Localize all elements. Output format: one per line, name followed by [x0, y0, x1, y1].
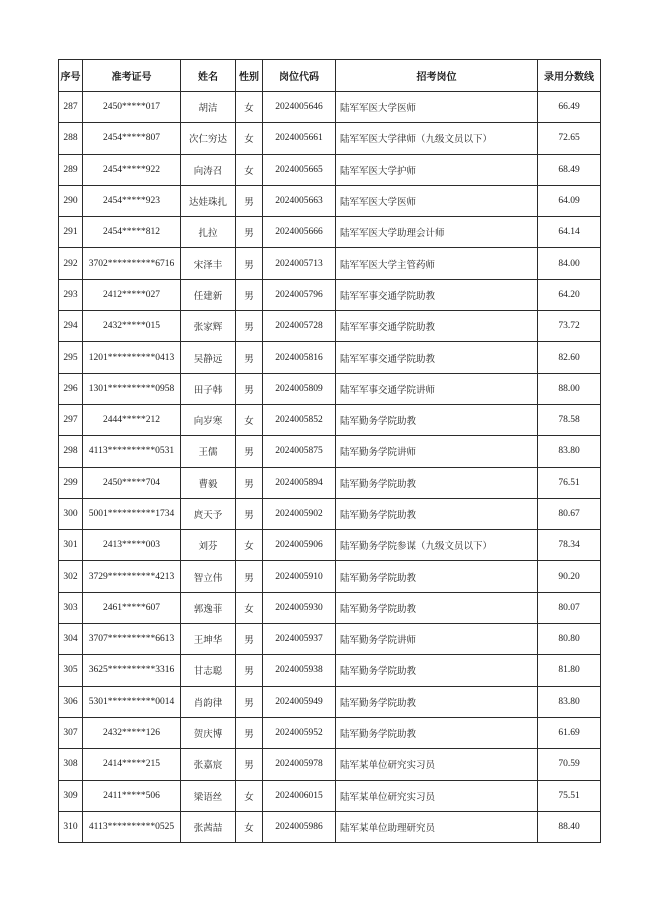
cell-score: 73.72	[538, 311, 601, 342]
cell-name: 甘志聪	[181, 655, 236, 686]
cell-score: 78.58	[538, 404, 601, 435]
cell-score: 61.69	[538, 717, 601, 748]
cell-gender: 女	[236, 154, 263, 185]
cell-exam-id: 2413*****003	[83, 530, 181, 561]
cell-exam-id: 1301**********0958	[83, 373, 181, 404]
cell-code: 2024005952	[263, 717, 336, 748]
cell-score: 70.59	[538, 749, 601, 780]
cell-position: 陆军勤务学院助教	[336, 498, 538, 529]
cell-gender: 男	[236, 248, 263, 279]
cell-exam-id: 2414*****215	[83, 749, 181, 780]
cell-name: 宋泽丰	[181, 248, 236, 279]
table-row	[59, 530, 601, 561]
cell-code: 2024005902	[263, 498, 336, 529]
table-row	[59, 154, 601, 185]
cell-seq: 296	[59, 373, 83, 404]
cell-exam-id: 2432*****126	[83, 717, 181, 748]
cell-exam-id: 3702**********6716	[83, 248, 181, 279]
table-row	[59, 624, 601, 655]
table-row	[59, 749, 601, 780]
cell-name: 田子韩	[181, 373, 236, 404]
cell-score: 82.60	[538, 342, 601, 373]
cell-gender: 男	[236, 561, 263, 592]
cell-seq: 306	[59, 686, 83, 717]
cell-seq: 290	[59, 185, 83, 216]
cell-gender: 男	[236, 279, 263, 310]
table-body	[59, 92, 601, 843]
cell-position: 陆军勤务学院助教	[336, 717, 538, 748]
table-row	[59, 592, 601, 623]
cell-gender: 男	[236, 467, 263, 498]
cell-code: 2024005661	[263, 123, 336, 154]
cell-score: 88.00	[538, 373, 601, 404]
cell-position: 陆军军医大学律师（九级文员以下）	[336, 123, 538, 154]
cell-gender: 男	[236, 311, 263, 342]
cell-gender: 女	[236, 592, 263, 623]
header-code: 岗位代码	[263, 60, 336, 92]
cell-name: 张家辉	[181, 311, 236, 342]
cell-gender: 男	[236, 624, 263, 655]
cell-gender: 女	[236, 92, 263, 123]
cell-seq: 310	[59, 811, 83, 842]
cell-position: 陆军某单位研究实习员	[336, 749, 538, 780]
table-row	[59, 436, 601, 467]
cell-seq: 299	[59, 467, 83, 498]
cell-name: 郭逸菲	[181, 592, 236, 623]
table-row	[59, 717, 601, 748]
cell-position: 陆军军事交通学院讲师	[336, 373, 538, 404]
cell-score: 81.80	[538, 655, 601, 686]
cell-seq: 305	[59, 655, 83, 686]
table-row	[59, 248, 601, 279]
table-row	[59, 780, 601, 811]
cell-position: 陆军勤务学院助教	[336, 592, 538, 623]
cell-code: 2024005663	[263, 185, 336, 216]
table-row	[59, 467, 601, 498]
table-row	[59, 311, 601, 342]
cell-seq: 291	[59, 217, 83, 248]
cell-exam-id: 3729**********4213	[83, 561, 181, 592]
cell-score: 76.51	[538, 467, 601, 498]
cell-gender: 女	[236, 123, 263, 154]
cell-position: 陆军军事交通学院助教	[336, 279, 538, 310]
table-row	[59, 373, 601, 404]
cell-score: 80.67	[538, 498, 601, 529]
cell-position: 陆军勤务学院助教	[336, 686, 538, 717]
cell-gender: 男	[236, 185, 263, 216]
cell-gender: 男	[236, 217, 263, 248]
cell-position: 陆军勤务学院助教	[336, 655, 538, 686]
cell-code: 2024005937	[263, 624, 336, 655]
cell-exam-id: 2444*****212	[83, 404, 181, 435]
cell-exam-id: 2412*****027	[83, 279, 181, 310]
cell-code: 2024005875	[263, 436, 336, 467]
header-seq: 序号	[59, 60, 83, 92]
cell-name: 张茜喆	[181, 811, 236, 842]
cell-seq: 294	[59, 311, 83, 342]
header-exam-id: 准考证号	[83, 60, 181, 92]
cell-code: 2024005665	[263, 154, 336, 185]
cell-position: 陆军军医大学护师	[336, 154, 538, 185]
cell-seq: 288	[59, 123, 83, 154]
cell-seq: 300	[59, 498, 83, 529]
cell-code: 2024005816	[263, 342, 336, 373]
cell-code: 2024005910	[263, 561, 336, 592]
cell-gender: 男	[236, 373, 263, 404]
cell-name: 曹毅	[181, 467, 236, 498]
table-header-row	[59, 60, 601, 92]
cell-exam-id: 2454*****922	[83, 154, 181, 185]
cell-code: 2024005796	[263, 279, 336, 310]
cell-code: 2024005713	[263, 248, 336, 279]
cell-name: 向岁寒	[181, 404, 236, 435]
cell-code: 2024005894	[263, 467, 336, 498]
cell-exam-id: 3707**********6613	[83, 624, 181, 655]
cell-score: 83.80	[538, 686, 601, 717]
cell-score: 90.20	[538, 561, 601, 592]
table-row	[59, 811, 601, 842]
cell-score: 64.09	[538, 185, 601, 216]
cell-name: 向涛召	[181, 154, 236, 185]
cell-position: 陆军勤务学院讲师	[336, 624, 538, 655]
cell-score: 80.80	[538, 624, 601, 655]
cell-position: 陆军军医大学医师	[336, 92, 538, 123]
table-row	[59, 342, 601, 373]
cell-score: 64.20	[538, 279, 601, 310]
cell-gender: 女	[236, 530, 263, 561]
cell-score: 75.51	[538, 780, 601, 811]
cell-gender: 女	[236, 811, 263, 842]
cell-position: 陆军某单位研究实习员	[336, 780, 538, 811]
cell-exam-id: 2411*****506	[83, 780, 181, 811]
cell-score: 88.40	[538, 811, 601, 842]
cell-seq: 309	[59, 780, 83, 811]
cell-seq: 298	[59, 436, 83, 467]
cell-name: 胡洁	[181, 92, 236, 123]
table-header	[59, 60, 601, 92]
cell-name: 智立伟	[181, 561, 236, 592]
cell-exam-id: 5301**********0014	[83, 686, 181, 717]
cell-name: 张嘉宸	[181, 749, 236, 780]
cell-exam-id: 5001**********1734	[83, 498, 181, 529]
cell-gender: 男	[236, 655, 263, 686]
cell-position: 陆军勤务学院助教	[336, 467, 538, 498]
cell-exam-id: 2432*****015	[83, 311, 181, 342]
cell-name: 贺庆博	[181, 717, 236, 748]
cell-code: 2024005646	[263, 92, 336, 123]
cell-seq: 304	[59, 624, 83, 655]
cell-name: 刘芬	[181, 530, 236, 561]
cell-seq: 301	[59, 530, 83, 561]
cell-code: 2024005809	[263, 373, 336, 404]
cell-score: 83.80	[538, 436, 601, 467]
table-row	[59, 498, 601, 529]
cell-score: 68.49	[538, 154, 601, 185]
cell-gender: 男	[236, 436, 263, 467]
table-row	[59, 561, 601, 592]
cell-name: 吴静远	[181, 342, 236, 373]
cell-exam-id: 2454*****807	[83, 123, 181, 154]
header-name: 姓名	[181, 60, 236, 92]
cell-name: 梁语丝	[181, 780, 236, 811]
header-score: 录用分数线	[538, 60, 601, 92]
cell-seq: 293	[59, 279, 83, 310]
cell-exam-id: 4113**********0531	[83, 436, 181, 467]
cell-score: 66.49	[538, 92, 601, 123]
cell-seq: 303	[59, 592, 83, 623]
cell-gender: 男	[236, 686, 263, 717]
cell-code: 2024005930	[263, 592, 336, 623]
cell-name: 任建新	[181, 279, 236, 310]
cell-seq: 308	[59, 749, 83, 780]
cell-code: 2024005728	[263, 311, 336, 342]
table-row	[59, 686, 601, 717]
table-row	[59, 404, 601, 435]
cell-exam-id: 2450*****704	[83, 467, 181, 498]
cell-score: 64.14	[538, 217, 601, 248]
cell-position: 陆军勤务学院讲师	[336, 436, 538, 467]
header-gender: 性别	[236, 60, 263, 92]
cell-gender: 男	[236, 749, 263, 780]
cell-exam-id: 2461*****607	[83, 592, 181, 623]
cell-position: 陆军勤务学院助教	[336, 404, 538, 435]
cell-code: 2024005906	[263, 530, 336, 561]
cell-code: 2024005938	[263, 655, 336, 686]
cell-code: 2024005666	[263, 217, 336, 248]
cell-seq: 289	[59, 154, 83, 185]
cell-position: 陆军军事交通学院助教	[336, 342, 538, 373]
cell-seq: 307	[59, 717, 83, 748]
table-row	[59, 92, 601, 123]
table-row	[59, 279, 601, 310]
cell-code: 2024005978	[263, 749, 336, 780]
cell-position: 陆军勤务学院助教	[336, 561, 538, 592]
cell-score: 72.65	[538, 123, 601, 154]
cell-code: 2024005949	[263, 686, 336, 717]
cell-gender: 男	[236, 342, 263, 373]
cell-gender: 男	[236, 498, 263, 529]
cell-score: 84.00	[538, 248, 601, 279]
cell-position: 陆军军医大学医师	[336, 185, 538, 216]
cell-seq: 292	[59, 248, 83, 279]
cell-name: 肖韵律	[181, 686, 236, 717]
recruitment-score-table	[58, 59, 601, 843]
cell-exam-id: 2454*****923	[83, 185, 181, 216]
cell-position: 陆军军医大学主管药师	[336, 248, 538, 279]
cell-code: 2024005852	[263, 404, 336, 435]
cell-name: 王坤华	[181, 624, 236, 655]
table-row	[59, 655, 601, 686]
cell-name: 达娃珠扎	[181, 185, 236, 216]
cell-seq: 295	[59, 342, 83, 373]
header-position: 招考岗位	[336, 60, 538, 92]
cell-seq: 302	[59, 561, 83, 592]
cell-name: 王儒	[181, 436, 236, 467]
cell-score: 80.07	[538, 592, 601, 623]
cell-name: 扎拉	[181, 217, 236, 248]
cell-score: 78.34	[538, 530, 601, 561]
cell-position: 陆军勤务学院参谋（九级文员以下）	[336, 530, 538, 561]
cell-code: 2024005986	[263, 811, 336, 842]
table-row	[59, 185, 601, 216]
cell-seq: 287	[59, 92, 83, 123]
table-row	[59, 217, 601, 248]
cell-exam-id: 2450*****017	[83, 92, 181, 123]
cell-name: 庹天予	[181, 498, 236, 529]
cell-gender: 女	[236, 780, 263, 811]
cell-exam-id: 4113**********0525	[83, 811, 181, 842]
cell-exam-id: 2454*****812	[83, 217, 181, 248]
cell-gender: 男	[236, 717, 263, 748]
cell-position: 陆军某单位助理研究员	[336, 811, 538, 842]
cell-position: 陆军军医大学助理会计师	[336, 217, 538, 248]
table-row	[59, 123, 601, 154]
cell-seq: 297	[59, 404, 83, 435]
cell-name: 次仁穷达	[181, 123, 236, 154]
cell-gender: 女	[236, 404, 263, 435]
cell-position: 陆军军事交通学院助教	[336, 311, 538, 342]
cell-code: 2024006015	[263, 780, 336, 811]
cell-exam-id: 1201**********0413	[83, 342, 181, 373]
cell-exam-id: 3625**********3316	[83, 655, 181, 686]
